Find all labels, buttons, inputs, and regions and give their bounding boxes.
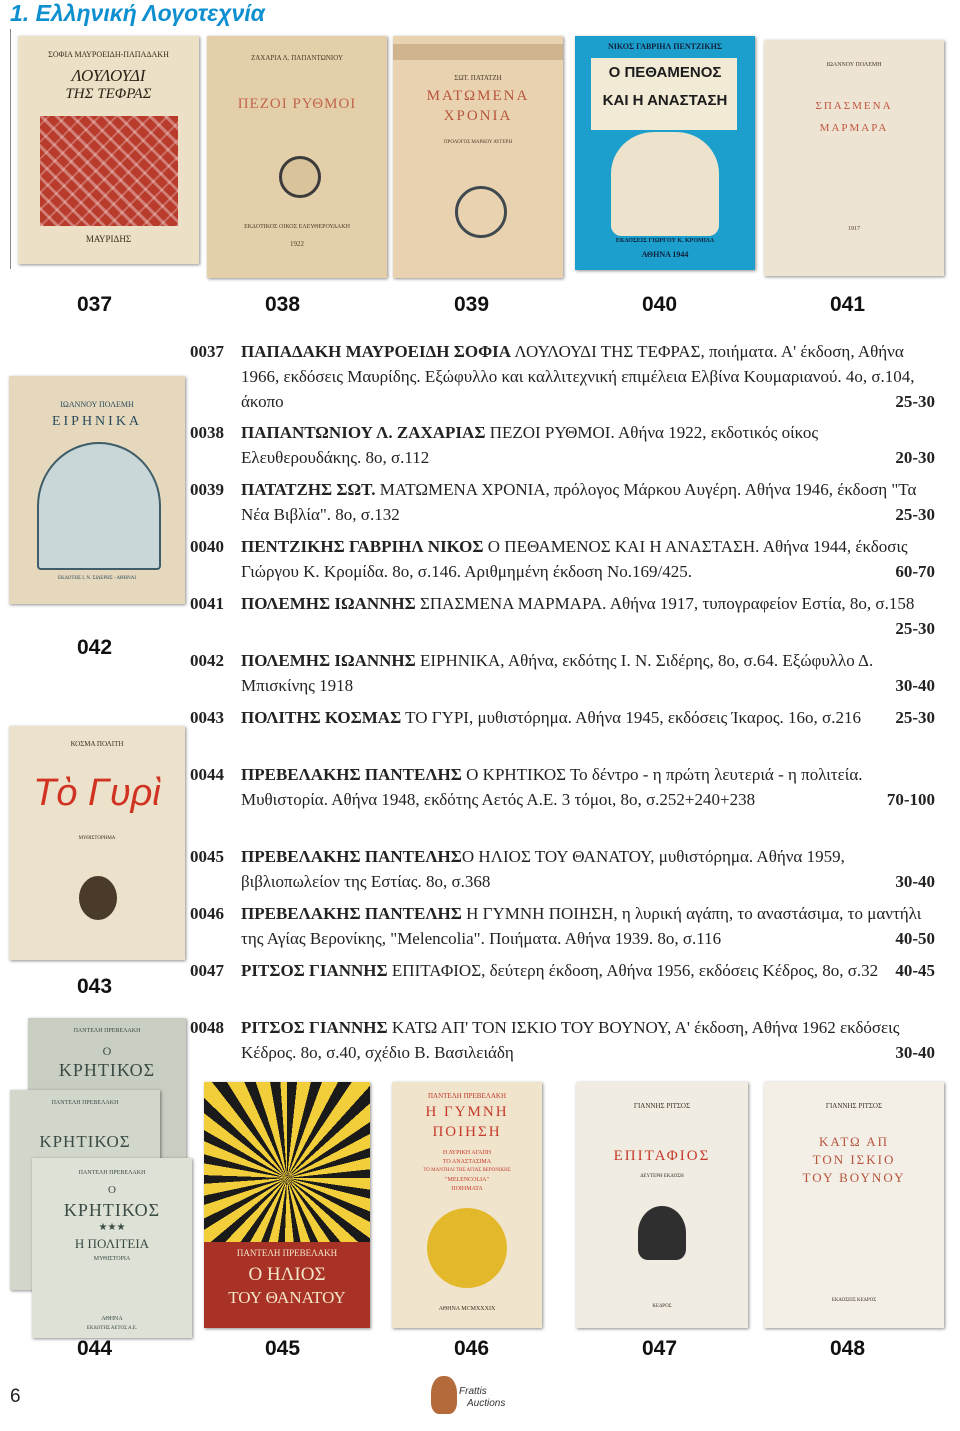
lot-entry	[190, 958, 935, 983]
cover-045-title-2: ΤΟΥ ΘΑΝΑΤΟΥ	[228, 1288, 346, 1307]
cover-044-volume-1-author: ΠΑΝΤΕΛΗ ΠΡΕΒΕΛΑΚΗ	[73, 1028, 141, 1034]
logo-figure-icon	[431, 1376, 457, 1414]
lot-label-041: 041	[830, 293, 866, 316]
cover-040-title-2: ΚΑΙ Η ΑΝΑΣΤΑΣΗ	[602, 92, 728, 109]
lot-entry	[190, 762, 935, 812]
cover-048-title-3: ΤΟΥ ΒΟΥΝΟΥ	[802, 1170, 906, 1185]
lot-price: 40-45	[895, 961, 935, 980]
lot-description: ΚΑΤΩ ΑΠ' ΤΟΝ ΙΣΚΙΟ ΤΟΥ ΒΟΥΝΟΥ, Α' έκδοση, Αθήνα 1962 εκδόσεις Κέδρος. 8ο, σ.40, σχέδιο Β. Βασιλειάδη	[241, 1018, 900, 1062]
lot-author: ΠΡΕΒΕΛΑΚΗΣ ΠΑΝΤΕΛΗΣ	[241, 765, 462, 784]
lot-description: ΣΠΑΣΜΕΝΑ ΜΑΡΜΑΡΑ. Αθήνα 1917, τυπογραφείον Εστία, 8ο, σ.158	[415, 594, 915, 613]
cover-037-title-1: ΛΟΥΛΟΥΔΙ	[71, 66, 146, 85]
lot-code: 0045	[190, 847, 224, 866]
lot-entry	[190, 1015, 935, 1065]
lot-author: ΡΙΤΣΟΣ ΓΙΑΝΝΗΣ	[241, 1018, 388, 1037]
lot-entry	[190, 705, 935, 730]
cover-047-publisher: ΚΕΔΡΟΣ	[652, 1304, 672, 1309]
lot-code: 0041	[190, 594, 224, 613]
cover-043-emblem	[79, 876, 117, 920]
lot-description: ΕΠΙΤΑΦΙΟΣ, δεύτερη έκδοση, Αθήνα 1956, εκδόσεις Κέδρος, 8ο, σ.32	[387, 961, 879, 980]
cover-046-line-2: ΤΟ ΑΝΑΣΤΑΣΙΜΑ	[442, 1159, 492, 1165]
cover-038-author: ΖΑΧΑΡΙΑ Λ. ΠΑΠΑΝΤΩΝΙΟΥ	[250, 54, 344, 62]
lot-price: 60-70	[895, 562, 935, 581]
cover-046	[392, 1082, 542, 1328]
cover-041-year: 1917	[848, 226, 860, 232]
lot-price: 20-30	[895, 448, 935, 467]
cover-038-year: 1922	[290, 240, 304, 248]
cover-046-line-1: Η ΛΥΡΙΚΗ ΑΓΑΠΗ	[442, 1150, 492, 1156]
cover-042-author: ΙΩΑΝΝΟΥ ΠΟΛΕΜΗ	[60, 400, 134, 409]
lot-description: ΜΑΤΩΜΕΝΑ ΧΡΟΝΙΑ, πρόλογος Μάρκου Αυγέρη. Αθήνα 1946, έκδοση "Τα Νέα Βιβλία". 8ο, σ.132	[241, 480, 917, 524]
lot-author: ΠΟΛΙΤΗΣ ΚΟΣΜΑΣ	[241, 708, 402, 727]
lot-code: 0039	[190, 480, 224, 499]
cover-042	[9, 376, 185, 604]
cover-044-volume-3-city: ΑΘΗΝΑ	[101, 1316, 123, 1322]
cover-046-sun	[427, 1208, 507, 1288]
lot-author: ΠΟΛΕΜΗΣ ΙΩΑΝΝΗΣ	[241, 594, 416, 613]
lot-price: 30-40	[895, 872, 935, 891]
cover-042-illustration	[37, 442, 161, 570]
lot-label-048: 048	[830, 1337, 866, 1360]
cover-046-line-3: ΤΟ ΜΑΝΤΗΛΙ ΤΗΣ ΑΓΙΑΣ ΒΕΡΟΝΙΚΗΣ	[423, 1168, 511, 1173]
lot-description: Ο ΗΛΙΟΣ ΤΟΥ ΘΑΝΑΤΟΥ, μυθιστόρημα. Αθήνα 1959, βιβλιοπωλείον της Εστίας. 8ο, σ.368	[241, 847, 845, 891]
cover-040-city: ΑΘΗΝΑ 1944	[641, 250, 689, 259]
cover-042-title: ΕΙΡΗΝΙΚΑ	[51, 414, 143, 429]
lot-entry	[190, 591, 935, 641]
lot-entry	[190, 420, 935, 470]
cover-043-title: Τὸ Γυρὶ	[33, 772, 161, 814]
cover-044-volume-2-title: ΚΡΗΤΙΚΟΣ	[39, 1132, 131, 1151]
lot-label-037: 037	[77, 293, 113, 316]
cover-039-title-1: ΜΑΤΩΜΕΝΑ	[426, 88, 530, 104]
cover-037-title-2: ΤΗΣ ΤΕΦΡΑΣ	[65, 86, 152, 102]
lot-code: 0046	[190, 904, 224, 923]
cover-041-author: ΙΩΑΝΝΟΥ ΠΟΛΕΜΗ	[826, 62, 882, 68]
lot-author: ΠΡΕΒΕΛΑΚΗΣ ΠΑΝΤΕΛΗΣ	[241, 847, 462, 866]
cover-045-title-1: Ο ΗΛΙΟΣ	[248, 1264, 326, 1285]
cover-043	[9, 726, 185, 960]
lot-label-039: 039	[454, 293, 490, 316]
lot-code: 0043	[190, 708, 224, 727]
lot-description: ΛΟΥΛΟΥΔΙ ΤΗΣ ΤΕΦΡΑΣ, ποιήματα. Α' έκδοση, Αθήνα 1966, εκδόσεις Μαυρίδης. Εξώφυλλο και καλλιτεχνική επιμέλεια Ελβίνα Κουμαριανού. 4ο, σ.104, άκοπο	[241, 342, 915, 411]
cover-038	[207, 36, 387, 278]
lot-price: 30-40	[895, 1043, 935, 1062]
cover-045-sunburst	[204, 1082, 370, 1242]
cover-043-genre: ΜΥΘΙΣΤΟΡΗΜΑ	[78, 836, 116, 841]
lot-label-044: 044	[77, 1337, 113, 1360]
lot-entry	[190, 901, 935, 951]
cover-046-author: ΠΑΝΤΕΛΗ ΠΡΕΒΕΛΑΚΗ	[427, 1092, 506, 1100]
cover-048-title-1: ΚΑΤΩ ΑΠ	[818, 1134, 890, 1149]
cover-046-line-5: ΠΟΙΗΜΑΤΑ	[451, 1186, 483, 1192]
cover-039-emblem	[455, 186, 507, 238]
lot-label-045: 045	[265, 1337, 301, 1360]
cover-044-volume-1-article: Ο	[102, 1044, 112, 1058]
lot-description: ΤΟ ΓΥΡΙ, μυθιστόρημα. Αθήνα 1945, εκδόσεις Ίκαρος. 16ο, σ.216	[401, 708, 861, 727]
lot-code: 0042	[190, 651, 224, 670]
cover-040-illustration	[611, 132, 719, 236]
cover-037-pattern	[40, 116, 178, 226]
lot-price: 25-30	[895, 505, 935, 524]
cover-037-publisher: ΜΑΥΡΙΔΗΣ	[85, 234, 132, 244]
cover-041-title-1: ΣΠΑΣΜΕΝΑ	[815, 100, 893, 112]
cover-044-volume-3-subtitle: Η ΠΟΛΙΤΕΙΑ	[74, 1236, 150, 1251]
lot-price: 25-30	[895, 619, 935, 638]
lot-entry	[190, 534, 935, 584]
cover-044-volume-1-title: ΚΡΗΤΙΚΟΣ	[58, 1060, 156, 1080]
cover-047	[576, 1082, 748, 1328]
lot-label-046: 046	[454, 1337, 490, 1360]
title-rule	[10, 29, 11, 269]
cover-046-title-1: Η ΓΥΜΝΗ	[425, 1104, 509, 1120]
cover-044-volume-3-genre: ΜΥΘΙΣΤΟΡΙΑ	[93, 1256, 131, 1262]
cover-047-edition: ΔΕΥΤΕΡΗ ΕΚΔΟΣΗ	[640, 1174, 684, 1179]
cover-045-author: ΠΑΝΤΕΛΗ ΠΡΕΒΕΛΑΚΗ	[236, 1248, 338, 1258]
logo-text-line-2: Auctions	[467, 1398, 506, 1409]
cover-044-volume-3-title: ΚΡΗΤΙΚΟΣ	[63, 1200, 161, 1220]
lot-author: ΠΑΠΑΔΑΚΗ ΜΑΥΡΟΕΙΔΗ ΣΟΦΙΑ	[241, 342, 512, 361]
lot-code: 0048	[190, 1018, 224, 1037]
cover-040-title-1: Ο ΠΕΘΑΜΕΝΟΣ	[608, 64, 722, 81]
lot-entry	[190, 477, 935, 527]
lot-description: Η ΓΥΜΝΗ ΠΟΙΗΣΗ, η λυρική αγάπη, το αναστάσιμα, το μαντήλι της Αγίας Βερονίκης, "Melencolia". Ποιήματα. Αθήνα 1939. 8ο, σ.116	[241, 904, 922, 948]
lot-author: ΠΑΠΑΝΤΩΝΙΟΥ Λ. ΖΑΧΑΡΙΑΣ	[241, 423, 486, 442]
cover-039	[393, 36, 563, 278]
cover-039-band	[393, 44, 563, 60]
cover-048-title-2: ΤΟΝ ΙΣΚΙΟ	[812, 1152, 896, 1167]
lot-author: ΠΟΛΕΜΗΣ ΙΩΑΝΝΗΣ	[241, 651, 416, 670]
lot-code: 0047	[190, 961, 224, 980]
lot-author: ΠΕΝΤΖΙΚΗΣ ΓΑΒΡΙΗΛ ΝΙΚΟΣ	[241, 537, 484, 556]
cover-047-title: ΕΠΙΤΑΦΙΟΣ	[613, 1148, 711, 1164]
cover-047-figure	[638, 1206, 686, 1260]
cover-037	[18, 36, 199, 264]
cover-044-volume-2-author: ΠΑΝΤΕΛΗ ΠΡΕΒΕΛΑΚΗ	[51, 1100, 119, 1106]
cover-044-volume-3-author: ΠΑΝΤΕΛΗ ΠΡΕΒΕΛΑΚΗ	[78, 1170, 146, 1176]
lot-entry	[190, 648, 935, 698]
lot-price: 25-30	[895, 392, 935, 411]
lot-description: Ο ΚΡΗΤΙΚΟΣ Το δέντρο - η πρώτη λευτεριά - η πολιτεία. Μυθιστορία. Αθήνα 1948, εκδότης Αετός Α.Ε. 3 τόμοι, 8ο, σ.252+240+238	[241, 765, 863, 809]
cover-039-title-2: ΧΡΟΝΙΑ	[443, 108, 513, 124]
lot-price: 25-30	[895, 708, 935, 727]
lot-entry	[190, 339, 935, 414]
lot-label-040: 040	[642, 293, 678, 316]
lot-label-038: 038	[265, 293, 301, 316]
cover-040-author: ΝΙΚΟΣ ΓΑΒΡΙΗΛ ΠΕΝΤΖΙΚΗΣ	[607, 42, 723, 51]
cover-040-publisher: ΕΚΔΟΣΕΙΣ ΓΙΩΡΓΟΥ Κ. ΚΡΟΜΙΔΑ	[615, 238, 715, 244]
auction-logo	[425, 1372, 525, 1420]
cover-044-volume-3-publisher: ΕΚΔΟΤΗΣ ΑΕΤΟΣ Α.Ε.	[86, 1326, 138, 1331]
cover-048-author: ΓΙΑΝΝΗΣ ΡΙΤΣΟΣ	[825, 1102, 883, 1110]
lot-code: 0038	[190, 423, 224, 442]
lot-description: ΠΕΖΟΙ ΡΥΘΜΟΙ. Αθήνα 1922, εκδοτικός οίκος Ελευθερουδάκης. 8ο, σ.112	[241, 423, 819, 467]
cover-038-title: ΠΕΖΟΙ ΡΥΘΜΟΙ	[237, 96, 357, 112]
lot-author: ΠΑΤΑΤΖΗΣ ΣΩΤ.	[241, 480, 376, 499]
page-number: 6	[10, 1386, 21, 1407]
lot-code: 0037	[190, 342, 224, 361]
lot-price: 70-100	[886, 790, 935, 809]
cover-046-title-2: ΠΟΙΗΣΗ	[432, 1124, 502, 1140]
cover-037-author: ΣΟΦΙΑ ΜΑΥΡΟΕΙΔΗ-ΠΑΠΑΔΑΚΗ	[48, 50, 169, 59]
lot-price: 40-50	[895, 929, 935, 948]
cover-046-line-4: "MELENCOLIA"	[445, 1177, 489, 1183]
cover-041	[764, 40, 944, 276]
cover-045	[204, 1082, 370, 1328]
cover-048	[764, 1082, 944, 1328]
lot-author: ΡΙΤΣΟΣ ΓΙΑΝΝΗΣ	[241, 961, 388, 980]
lot-description: Ο ΠΕΘΑΜΕΝΟΣ ΚΑΙ Η ΑΝΑΣΤΑΣΗ. Αθήνα 1944, έκδοσις Γιώργου Κ. Κρομίδα. 8ο, σ.146. Αριθμημένη έκδοση Νο.169/425.	[241, 537, 908, 581]
lot-author: ΠΡΕΒΕΛΑΚΗΣ ΠΑΝΤΕΛΗΣ	[241, 904, 462, 923]
cover-044-volume-3	[32, 1158, 192, 1338]
lot-label-043: 043	[77, 975, 113, 998]
cover-046-imprint: ΑΘΗΝΑ MCMXXXIX	[438, 1306, 496, 1312]
cover-039-author: ΣΩΤ. ΠΑΤΑΤΖΗ	[454, 74, 502, 82]
lot-description: ΕΙΡΗΝΙΚΑ, Αθήνα, εκδότης Ι. Ν. Σιδέρης, 8ο, σ.64. Εξώφυλλο Δ. Μπισκίνης 1918	[241, 651, 874, 695]
cover-043-author: ΚΟΣΜΑ ΠΟΛΙΤΗ	[70, 740, 124, 748]
cover-041-title-2: ΜΑΡΜΑΡΑ	[819, 122, 889, 134]
lot-code: 0044	[190, 765, 224, 784]
lot-price: 30-40	[895, 676, 935, 695]
cover-047-author: ΓΙΑΝΝΗΣ ΡΙΤΣΟΣ	[633, 1102, 691, 1110]
cover-044-volume-3-stars: ★★★	[98, 1222, 126, 1233]
lot-label-042: 042	[77, 636, 113, 659]
cover-038-emblem	[279, 156, 321, 198]
cover-038-publisher: ΕΚΔΟΤΙΚΟΣ ΟΙΚΟΣ ΕΛΕΥΘΕΡΟΥΔΑΚΗ	[244, 224, 350, 230]
cover-044-volume-3-article: Ο	[108, 1184, 116, 1196]
cover-040	[575, 36, 755, 270]
section-title: 1. Ελληνική Λογοτεχνία	[10, 0, 265, 26]
lot-entry	[190, 844, 935, 894]
logo-text-line-1: Frattis	[459, 1386, 487, 1397]
cover-039-preface: ΠΡΟΛΟΓΟΣ ΜΑΡΚΟΥ ΑΥΓΕΡΗ	[443, 140, 513, 145]
cover-048-publisher: ΕΚΔΟΣΕΙΣ ΚΕΔΡΟΣ	[831, 1298, 877, 1303]
lot-label-047: 047	[642, 1337, 678, 1360]
cover-042-publisher: ΕΚΔΟΤΗΣ Ι. Ν. ΣΙΔΕΡΗΣ - ΑΘΗΝΑΙ	[57, 576, 137, 581]
lot-code: 0040	[190, 537, 224, 556]
